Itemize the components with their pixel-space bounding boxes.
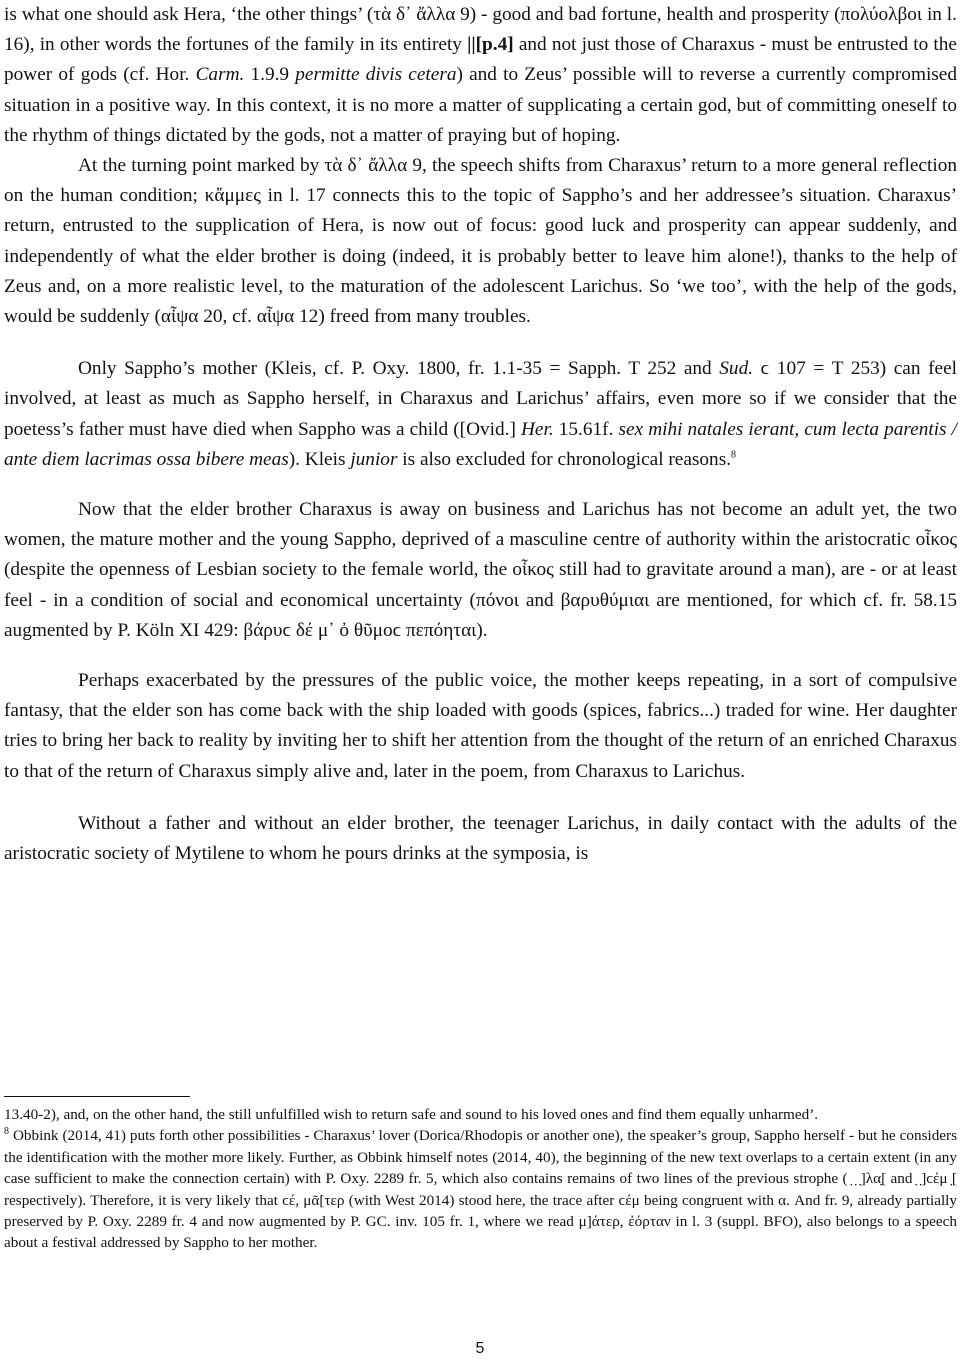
text-run: respectively). Therefore, it is very likely that xyxy=(4,1191,283,1209)
greek-text: οἶκος xyxy=(512,559,554,581)
text-run: 13.40-2), and, on the other hand, the still unfulfilled wish to return safe and sound to his loved ones and find them equally unharmed’. xyxy=(4,1106,819,1123)
greek-text: μ]άτερ, ἐόρταν xyxy=(578,1213,671,1231)
text-run: At the turning point marked by xyxy=(78,155,325,177)
footnote-continued xyxy=(4,1104,957,1125)
footnote-ref: 8 xyxy=(4,1126,9,1138)
paragraph-3 xyxy=(4,354,957,475)
text-run: 20, cf. xyxy=(198,306,257,328)
italic-span: Sud. xyxy=(719,358,754,380)
footnote-8 xyxy=(4,1125,957,1253)
paragraph-4 xyxy=(4,495,957,646)
text-run: 15.61f. xyxy=(553,418,619,440)
greek-text: ̣ ̣ ̣]λα̣[ xyxy=(847,1170,887,1188)
italic-span: sex mihi natales ierant, cum lecta parentis / ante diem lacrimas ossa bibere meas xyxy=(4,418,958,470)
text-run: and xyxy=(518,589,561,611)
paragraph-2 xyxy=(4,151,957,332)
text-run: being congruent with xyxy=(639,1191,779,1209)
text-run: and not just those of Charaxus - must be entrusted to the power of gods (cf. Hor. xyxy=(4,34,957,86)
text-run: . And fr. 9, already partially preserved by P. Oxy. 2289 fr. 4 and now augmented by P. GC. inv. 105 fr. 1, where we read xyxy=(4,1191,957,1231)
paragraph-5 xyxy=(4,666,957,787)
greek-text: ̣ ̣]ϲέμ ̣[ xyxy=(916,1170,957,1188)
greek-text: τὰ δ᾿ ἄλλα xyxy=(373,4,456,25)
text-run: and xyxy=(886,1170,917,1188)
italic-span: permitte divis cetera xyxy=(295,64,457,86)
page-number: 5 xyxy=(475,1340,485,1357)
greek-text: αἶψα xyxy=(256,306,295,328)
text-run: 107 = T 253) can feel involved, at least as much as Sappho herself, in Charaxus and Larichus’ affairs, even more so if we consider that the poetess’s father must have died when Sappho was a child ([Ovid.] xyxy=(4,358,958,440)
greek-text: βαρυθύμιαι xyxy=(560,589,650,611)
text-run: is also excluded for chronological reasons. xyxy=(397,448,732,470)
paragraph-1 xyxy=(4,0,957,151)
text-run: Now that the elder brother Charaxus is away on business and Larichus has not become an adult yet, the two women, the mature mother and the young Sappho, deprived of a masculine centre of authority within the aristocratic xyxy=(4,499,957,551)
main-text xyxy=(4,0,957,869)
greek-text: κἄμμες xyxy=(204,185,261,207)
text-run: is what one should ask Hera, ‘the other things’ ( xyxy=(4,4,374,25)
text-run: still had to gravitate around a man), are - or at least feel - in a condition of social and economical uncertainty ( xyxy=(4,559,957,611)
text-run: 1.9.9 xyxy=(244,64,296,86)
text-run: Obbink (2014, 41) puts forth other possibilities - Charaxus’ lover (Dorica/Rhodopis or another one), the speaker’s group, Sappho herself - but he considers the identification with the mother more likely. Further, as Obbink himself notes (2014, 40), the beginning of the new text overlaps to a certain extent (in any case sufficient to make the connection certain) with P. Oxy. 2289 fr. 5, which also contains remains of two lines of the previous strophe ( xyxy=(4,1127,957,1188)
text-run: Without a father and without an elder brother, the teenager Larichus, in daily contact with the adults of the aristocratic society of Mytilene to whom he pours drinks at the symposia, is xyxy=(4,812,957,865)
greek-text: ϲέ, μᾶ[τερ xyxy=(282,1191,345,1209)
text-run: (with West 2014) stood here, the trace after xyxy=(344,1191,619,1209)
italic-span: junior xyxy=(350,448,398,470)
italic-span: Her. xyxy=(521,418,554,440)
text-run: ). xyxy=(476,619,488,641)
text-run: Only Sappho’s mother (Kleis, cf. P. Oxy. 1800, fr. 1.1-35 = Sapph. T 252 and xyxy=(78,358,720,380)
italic-span: Carm. xyxy=(195,64,245,86)
text-run xyxy=(753,358,761,379)
text-run: ) and to Zeus’ possible will to reverse a currently compromised situation in a positive way. In this context, it is no more a matter of supplicating a certain god, but of committing oneself to the rhythm of things dictated by the gods, not a matter of praying but of hoping. xyxy=(4,64,958,146)
greek-text: πόνοι xyxy=(475,589,519,611)
paragraph-6 xyxy=(4,809,957,869)
greek-text: ϲέμ xyxy=(618,1191,640,1209)
footnotes xyxy=(4,1104,957,1254)
footnote-separator xyxy=(4,1096,190,1097)
text-run: 9, the speech shifts from Charaxus’ return to a more general reflection on the human condition; xyxy=(4,155,957,207)
greek-text: τὰ δ᾿ ἄλλα xyxy=(324,155,408,177)
greek-text: αἶψα xyxy=(160,306,199,328)
text-run: (despite the openness of Lesbian society to the female world, the xyxy=(4,559,513,581)
text-run: in l. 17 connects this to the topic of Sappho’s and her addressee’s situation. Charaxus’ return, entrusted to the supplication of Hera, is now out of focus: good luck and prosperity can appear suddenly, and independently of what the elder brother is doing (indeed, it is probably better to leave him alone!), thanks to the help of Zeus and, on a more realistic level, to the maturation of the adolescent Larichus. So ‘we too’, with the help of the gods, would be suddenly ( xyxy=(4,185,957,328)
text-run: 12) freed from many troubles. xyxy=(294,306,531,328)
greek-text: ϲ xyxy=(760,358,770,380)
greek-text: οἶκος xyxy=(915,529,957,551)
greek-text: πολύολβοι xyxy=(840,4,923,25)
text-run: Perhaps exacerbated by the pressures of the public voice, the mother keeps repeating, in a sort of compulsive fantasy, that the elder son has come back with the ship loaded with goods (spices, fabrics...) traded for wine. Her daughter tries to bring her back to reality by inviting her to shift her attention from the thought of the return of an enriched Charaxus to that of the return of Charaxus simply alive and, later in the poem, from Charaxus to Larichus. xyxy=(4,670,957,782)
greek-text: α xyxy=(778,1191,787,1209)
text-run: in l. 3 (suppl. BFO), also belongs to a speech about a festival addressed by Sappho to her mother. xyxy=(4,1213,957,1252)
text-run: 9) - good and bad fortune, health and prosperity ( xyxy=(455,4,841,25)
text-run: in l. 16), in other words the fortunes of the family in its entirety xyxy=(4,4,957,56)
page-marker: ||[p.4] xyxy=(467,34,514,56)
greek-text: βάρυϲ δέ μ᾿ ὀ θῦμοϲ πεπόηται xyxy=(243,619,477,641)
footnote-ref: 8 xyxy=(731,449,737,461)
text-run: ). Kleis xyxy=(288,448,351,470)
text-run: are mentioned, for which cf. fr. 58.15 augmented by P. Köln XI 429: xyxy=(4,589,958,641)
